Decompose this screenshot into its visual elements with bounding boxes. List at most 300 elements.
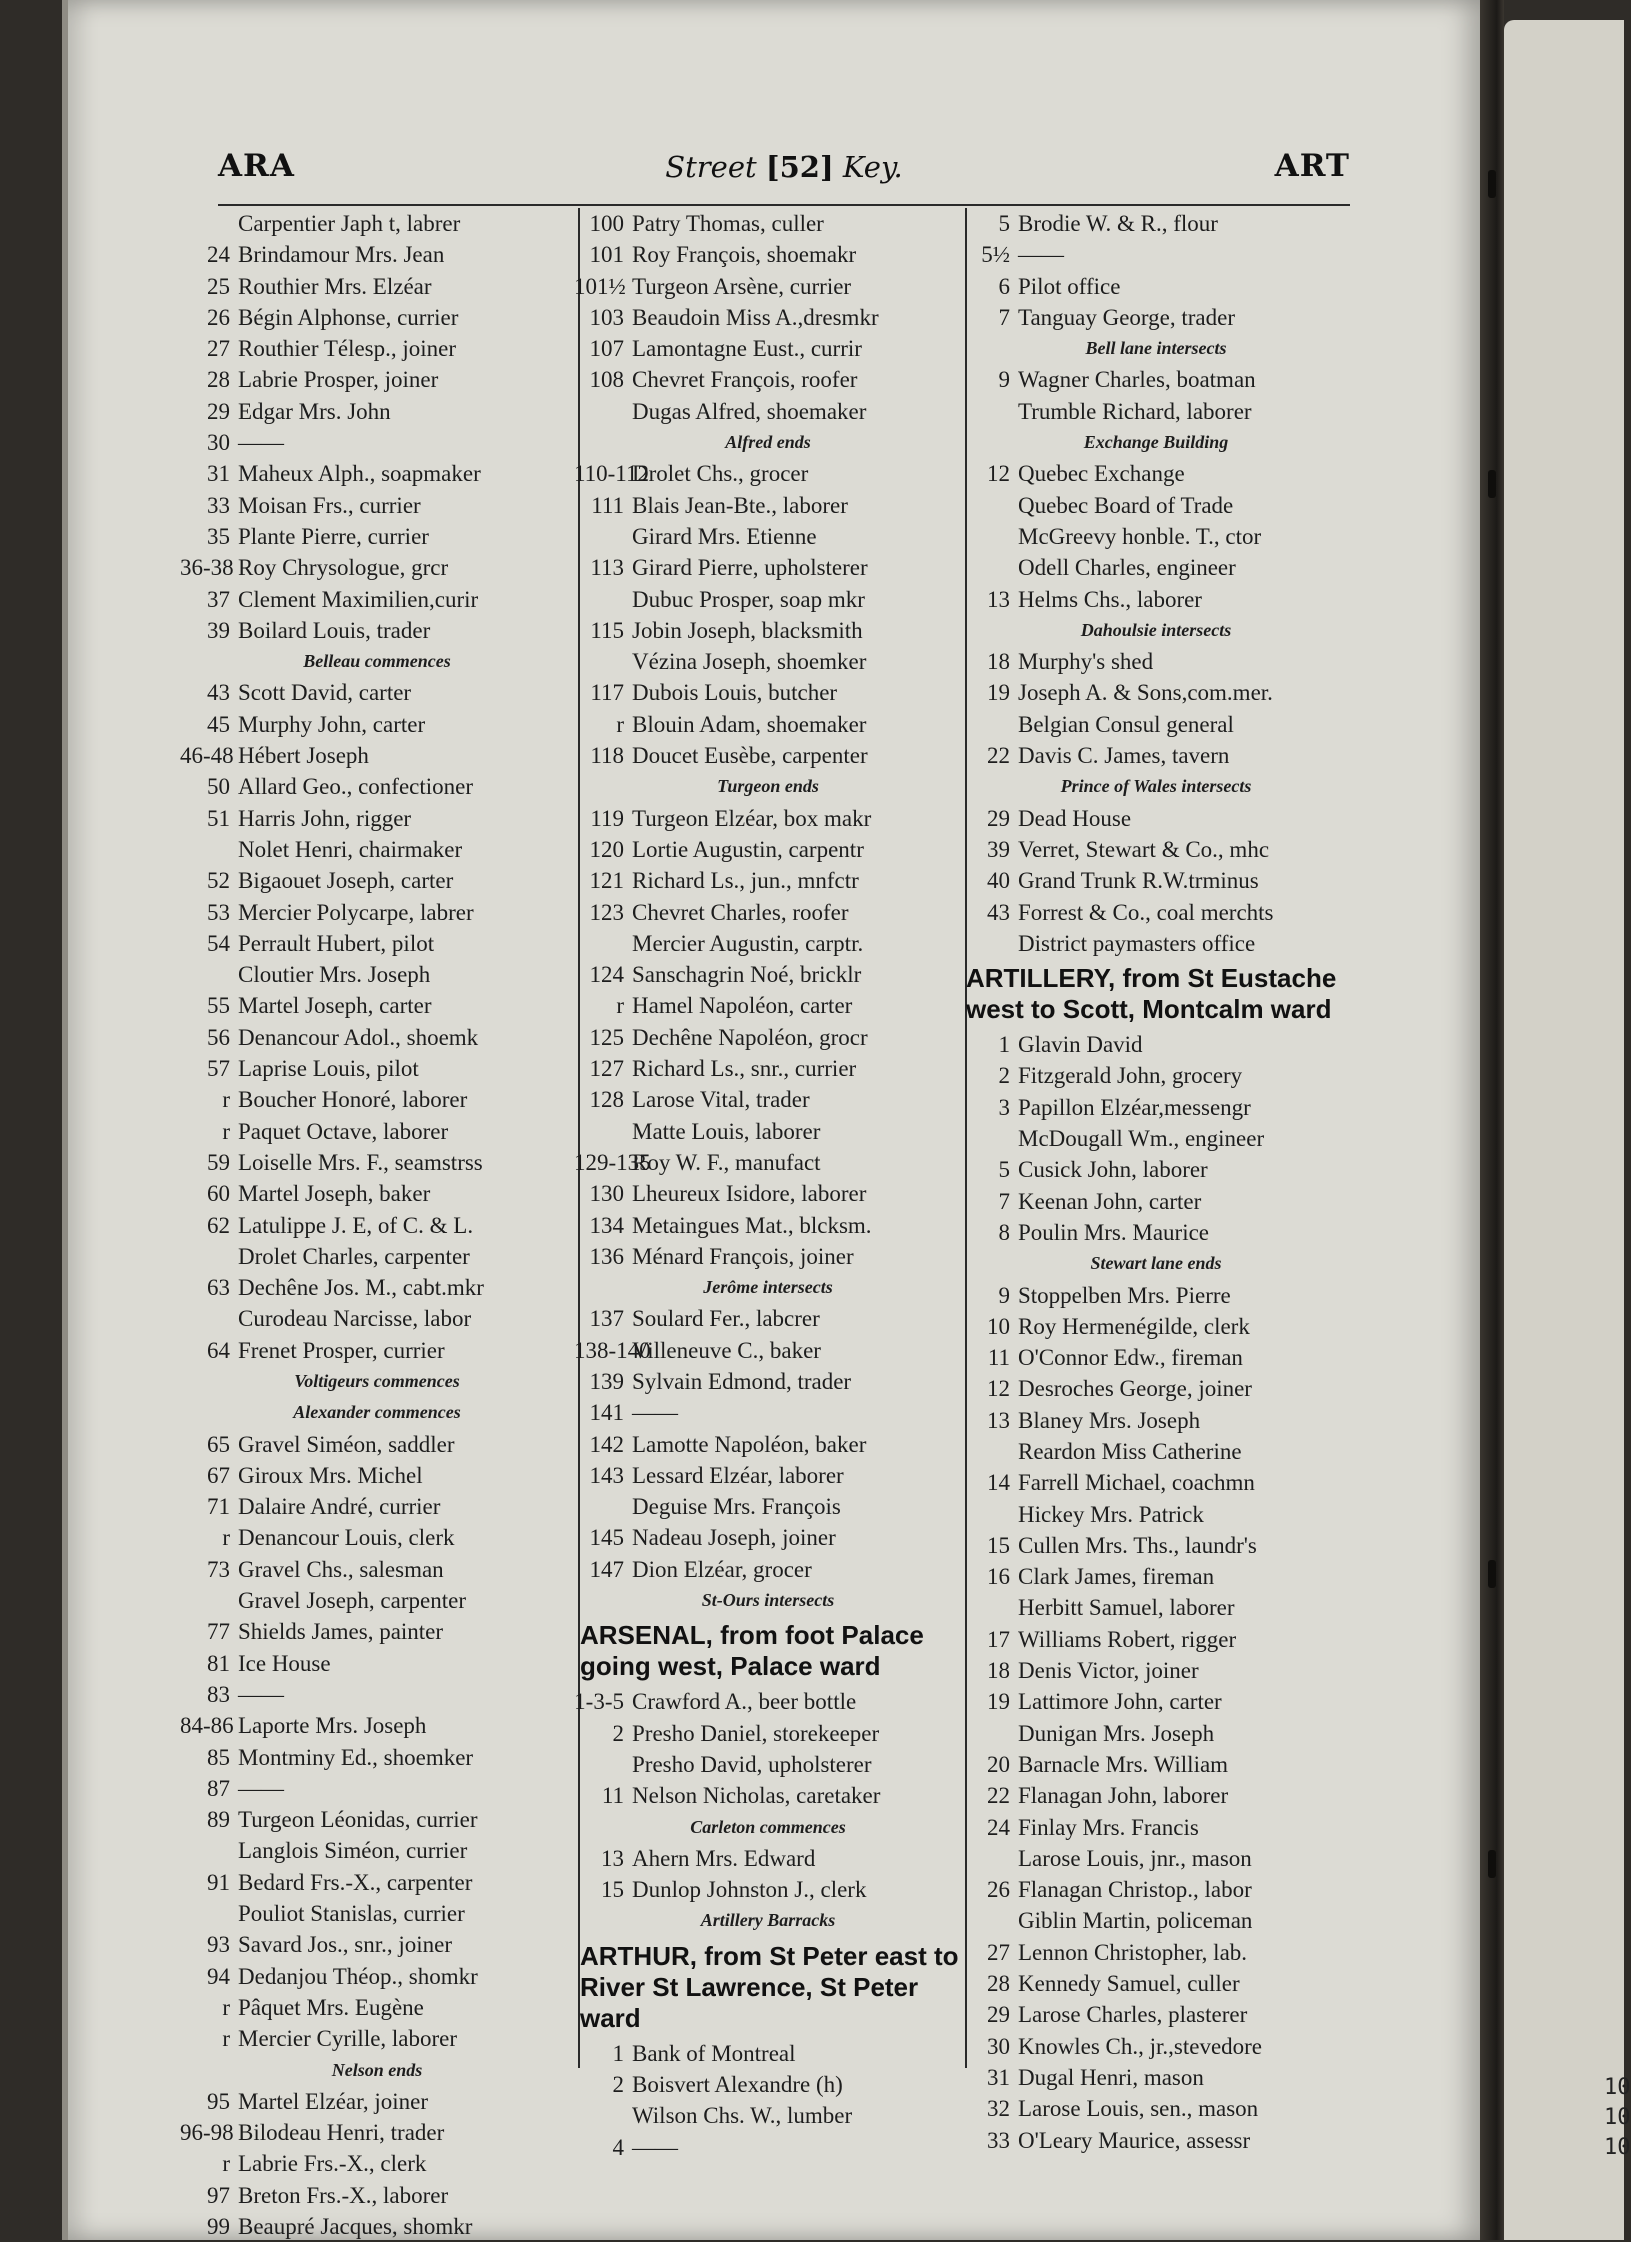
directory-entry bbox=[180, 1303, 574, 1334]
resident-name: Davis C. James, tavern bbox=[1018, 743, 1230, 769]
directory-entry bbox=[960, 1812, 1352, 1843]
directory-entry bbox=[180, 1147, 574, 1178]
directory-entry bbox=[180, 803, 574, 834]
resident-name: Crawford A., beer bottle bbox=[632, 1689, 857, 1715]
street-number: 22 bbox=[987, 743, 1010, 769]
resident-name: Mercier Cyrille, laborer bbox=[238, 2026, 458, 2052]
directory-entry bbox=[180, 1554, 574, 1585]
directory-entry bbox=[574, 1022, 962, 1053]
street-number: 71 bbox=[207, 1494, 230, 1520]
directory-entry bbox=[180, 990, 574, 1021]
directory-entry bbox=[180, 1804, 574, 1835]
directory-entry bbox=[180, 584, 574, 615]
street-number: 64 bbox=[207, 1337, 230, 1363]
street-number: 93 bbox=[207, 1932, 230, 1958]
directory-entry bbox=[574, 709, 962, 740]
street-number: 28 bbox=[207, 367, 230, 393]
directory-entry bbox=[574, 959, 962, 990]
street-number: 99 bbox=[207, 2214, 230, 2239]
resident-name: Jobin Joseph, blacksmith bbox=[632, 617, 863, 643]
street-number: 53 bbox=[207, 899, 230, 925]
directory-entry bbox=[960, 1749, 1352, 1780]
resident-name: Mercier Augustin, carptr. bbox=[632, 930, 864, 956]
resident-name: Papillon Elzéar,messengr bbox=[1018, 1094, 1251, 1120]
directory-entry bbox=[960, 1029, 1352, 1060]
directory-entry bbox=[180, 364, 574, 395]
directory-entry bbox=[180, 271, 574, 302]
directory-entry bbox=[180, 1178, 574, 1209]
directory-entry bbox=[180, 1522, 574, 1553]
resident-name: Lamontagne Eust., currir bbox=[632, 336, 862, 362]
header-left-guide: ARA bbox=[218, 148, 295, 184]
street-number: 142 bbox=[589, 1431, 624, 1457]
street-number: 29 bbox=[207, 398, 230, 424]
directory-entry bbox=[180, 1022, 574, 1053]
directory-entry bbox=[960, 1937, 1352, 1968]
resident-name: Gravel Chs., salesman bbox=[238, 1556, 444, 1582]
directory-entry bbox=[180, 490, 574, 521]
directory-entry bbox=[180, 1835, 574, 1866]
street-number: 3 bbox=[998, 1094, 1010, 1120]
resident-name: O'Leary Maurice, assessr bbox=[1018, 2127, 1251, 2153]
street-number: 139 bbox=[589, 1368, 624, 1394]
resident-name: Joseph A. & Sons,com.mer. bbox=[1018, 680, 1273, 706]
resident-name: Lattimore John, carter bbox=[1018, 1689, 1222, 1715]
directory-entry bbox=[960, 1780, 1352, 1811]
street-number: 33 bbox=[207, 492, 230, 518]
directory-entry bbox=[180, 615, 574, 646]
directory-entry bbox=[960, 740, 1352, 771]
cross-street-note: Stewart lane ends bbox=[1090, 1253, 1222, 1274]
directory-entry bbox=[180, 677, 574, 708]
street-number: 26 bbox=[207, 304, 230, 330]
directory-entry bbox=[180, 1992, 574, 2023]
directory-entry bbox=[960, 396, 1352, 427]
resident-name: Roy François, shoemakr bbox=[632, 242, 857, 268]
resident-name: Brodie W. & R., flour bbox=[1018, 211, 1218, 236]
street-number: 110-112 bbox=[574, 461, 649, 487]
directory-entry bbox=[574, 1749, 962, 1780]
resident-name: Martel Joseph, baker bbox=[238, 1181, 431, 1207]
resident-name: Nolet Henri, chairmaker bbox=[238, 836, 463, 862]
resident-name: Cullen Mrs. Ths., laundr's bbox=[1018, 1532, 1257, 1558]
resident-name: —— bbox=[632, 1400, 678, 1426]
resident-name: Pâquet Mrs. Eugène bbox=[238, 1994, 424, 2020]
directory-entry bbox=[180, 1116, 574, 1147]
resident-name: Savard Jos., snr., joiner bbox=[238, 1932, 453, 1958]
directory-entry bbox=[180, 2086, 574, 2117]
cross-street-note: Alexander commences bbox=[293, 1402, 461, 1423]
street-number: 115 bbox=[590, 617, 624, 643]
resident-name: Glavin David bbox=[1018, 1032, 1143, 1058]
street-number: 43 bbox=[207, 680, 230, 706]
resident-name: Blaney Mrs. Joseph bbox=[1018, 1407, 1201, 1433]
resident-name: Metaingues Mat., blcksm. bbox=[632, 1212, 872, 1238]
resident-name: Brindamour Mrs. Jean bbox=[238, 242, 445, 268]
resident-name: —— bbox=[1018, 242, 1064, 268]
resident-name: Paquet Octave, laborer bbox=[238, 1118, 449, 1144]
cross-street-note: St-Ours intersects bbox=[701, 1590, 835, 1611]
street-number: 65 bbox=[207, 1431, 230, 1457]
adjacent-page-edge bbox=[1504, 20, 1624, 2240]
street-number: r bbox=[222, 1118, 230, 1144]
resident-name: Girard Mrs. Etienne bbox=[632, 523, 817, 549]
street-number: r bbox=[222, 1525, 230, 1551]
street-number: 111 bbox=[591, 492, 624, 518]
directory-entry bbox=[180, 897, 574, 928]
resident-name: Reardon Miss Catherine bbox=[1018, 1438, 1242, 1464]
resident-name: McDougall Wm., engineer bbox=[1018, 1126, 1265, 1152]
directory-entry bbox=[960, 865, 1352, 896]
edge-fragment: 10 bbox=[1604, 2075, 1631, 2100]
directory-entry bbox=[180, 771, 574, 802]
header-key-word: Key. bbox=[842, 150, 903, 184]
resident-name: Dead House bbox=[1018, 805, 1132, 831]
street-number: 19 bbox=[987, 680, 1010, 706]
resident-name: Blais Jean-Bte., laborer bbox=[632, 492, 848, 518]
street-number: 20 bbox=[987, 1751, 1010, 1777]
resident-name: Chevret François, roofer bbox=[632, 367, 858, 393]
street-number: 96-98 bbox=[180, 2120, 234, 2146]
directory-entry bbox=[180, 1867, 574, 1898]
directory-entry bbox=[180, 2148, 574, 2179]
directory-entry bbox=[180, 2117, 574, 2148]
resident-name: Flanagan John, laborer bbox=[1018, 1783, 1229, 1809]
directory-entry bbox=[180, 1710, 574, 1741]
resident-name: Nelson Nicholas, caretaker bbox=[632, 1783, 881, 1809]
resident-name: Presho David, upholsterer bbox=[632, 1751, 872, 1777]
directory-entry bbox=[960, 1280, 1352, 1311]
resident-name: Cusick John, laborer bbox=[1018, 1157, 1208, 1183]
directory-column-2 bbox=[574, 208, 962, 2163]
resident-name: Curodeau Narcisse, labor bbox=[238, 1306, 472, 1332]
street-number: 27 bbox=[207, 336, 230, 362]
directory-entry bbox=[180, 239, 574, 270]
directory-entry bbox=[960, 239, 1352, 270]
resident-name: Beaupré Jacques, shomkr bbox=[238, 2214, 473, 2239]
resident-name: Villeneuve C., baker bbox=[632, 1337, 821, 1363]
street-number: 77 bbox=[207, 1619, 230, 1645]
directory-entry bbox=[574, 1366, 962, 1397]
street-heading: ARTHUR, from St Peter east to River St Lawrence, St Peter ward bbox=[580, 1940, 959, 2033]
directory-entry bbox=[960, 1311, 1352, 1342]
street-number: 24 bbox=[987, 1814, 1010, 1840]
resident-name: Langlois Siméon, currier bbox=[238, 1838, 468, 1864]
street-number: 101 bbox=[589, 242, 624, 268]
directory-entry bbox=[180, 458, 574, 489]
resident-name: Knowles Ch., jr.,stevedore bbox=[1018, 2033, 1263, 2059]
resident-name: Dion Elzéar, grocer bbox=[632, 1556, 812, 1582]
directory-entry bbox=[574, 677, 962, 708]
resident-name: Perrault Hubert, pilot bbox=[238, 930, 435, 956]
resident-name: Murphy's shed bbox=[1018, 649, 1154, 675]
street-number: 89 bbox=[207, 1807, 230, 1833]
street-number: 32 bbox=[987, 2096, 1010, 2122]
street-number: 5½ bbox=[981, 242, 1010, 268]
directory-entry bbox=[574, 552, 962, 583]
resident-name: Hébert Joseph bbox=[238, 743, 369, 769]
resident-name: Laprise Louis, pilot bbox=[238, 1056, 419, 1082]
directory-entry bbox=[180, 521, 574, 552]
directory-entry bbox=[574, 1780, 962, 1811]
directory-entry bbox=[574, 1053, 962, 1084]
resident-name: Dalaire André, currier bbox=[238, 1494, 441, 1520]
directory-entry bbox=[574, 928, 962, 959]
directory-entry bbox=[574, 2100, 962, 2131]
street-number: 128 bbox=[589, 1087, 624, 1113]
directory-entry bbox=[180, 709, 574, 740]
resident-name: Boucher Honoré, laborer bbox=[238, 1087, 468, 1113]
directory-entry bbox=[574, 584, 962, 615]
directory-entry bbox=[574, 2132, 962, 2163]
directory-entry bbox=[180, 1929, 574, 1960]
street-number: 45 bbox=[207, 711, 230, 737]
resident-name: Mercier Polycarpe, labrer bbox=[238, 899, 474, 925]
resident-name: Larose Charles, plasterer bbox=[1018, 2002, 1248, 2028]
directory-entry bbox=[180, 1648, 574, 1679]
directory-entry bbox=[960, 1592, 1352, 1623]
resident-name: Denancour Louis, clerk bbox=[238, 1525, 455, 1551]
street-number: 136 bbox=[589, 1243, 624, 1269]
resident-name: District paymasters office bbox=[1018, 930, 1256, 956]
directory-entry bbox=[180, 552, 574, 583]
resident-name: Routhier Mrs. Elzéar bbox=[238, 273, 432, 299]
resident-name: Kennedy Samuel, culler bbox=[1018, 1971, 1240, 1997]
street-number: 101½ bbox=[574, 273, 626, 299]
resident-name: Roy Chrysologue, grcr bbox=[238, 555, 449, 581]
directory-entry bbox=[574, 1303, 962, 1334]
resident-name: Deguise Mrs. François bbox=[632, 1494, 841, 1520]
resident-name: Drolet Charles, carpenter bbox=[238, 1243, 470, 1269]
street-number: 9 bbox=[998, 367, 1010, 393]
resident-name: —— bbox=[632, 2134, 678, 2160]
street-number: 127 bbox=[589, 1056, 624, 1082]
directory-entry bbox=[574, 458, 962, 489]
cross-street-note: Turgeon ends bbox=[717, 776, 819, 797]
street-number: 5 bbox=[998, 211, 1010, 236]
street-number: 54 bbox=[207, 930, 230, 956]
directory-entry bbox=[574, 364, 962, 395]
directory-entry bbox=[180, 1210, 574, 1241]
directory-entry bbox=[960, 552, 1352, 583]
resident-name: Doucet Eusèbe, carpenter bbox=[632, 743, 868, 769]
directory-entry bbox=[180, 1585, 574, 1616]
resident-name: Roy W. F., manufact bbox=[632, 1149, 821, 1175]
directory-entry bbox=[960, 302, 1352, 333]
resident-name: Pouliot Stanislas, currier bbox=[238, 1901, 465, 1927]
cross-street-note: Jerôme intersects bbox=[703, 1277, 833, 1298]
directory-entry bbox=[574, 208, 962, 239]
directory-entry bbox=[960, 1436, 1352, 1467]
street-number: 4 bbox=[612, 2134, 624, 2160]
street-number: 67 bbox=[207, 1462, 230, 1488]
street-number: 103 bbox=[589, 304, 624, 330]
directory-entry bbox=[574, 302, 962, 333]
street-number: 143 bbox=[589, 1462, 624, 1488]
directory-entry bbox=[574, 1718, 962, 1749]
directory-entry bbox=[960, 2062, 1352, 2093]
resident-name: Pilot office bbox=[1018, 273, 1121, 299]
directory-entry bbox=[960, 1467, 1352, 1498]
directory-entry bbox=[960, 897, 1352, 928]
directory-entry bbox=[574, 615, 962, 646]
resident-name: Grand Trunk R.W.trminus bbox=[1018, 868, 1259, 894]
resident-name: Dugas Alfred, shoemaker bbox=[632, 398, 867, 424]
resident-name: Richard Ls., snr., currier bbox=[632, 1056, 857, 1082]
street-number: 85 bbox=[207, 1744, 230, 1770]
street-number: 13 bbox=[987, 586, 1010, 612]
street-number: 15 bbox=[601, 1877, 624, 1903]
resident-name: Breton Frs.-X., laborer bbox=[238, 2182, 449, 2208]
resident-name: Ice House bbox=[238, 1650, 331, 1676]
street-number: 55 bbox=[207, 993, 230, 1019]
directory-entry bbox=[180, 396, 574, 427]
cross-street-note: Nelson ends bbox=[331, 2059, 423, 2080]
directory-entry bbox=[180, 333, 574, 364]
directory-entry bbox=[574, 740, 962, 771]
resident-name: Hickey Mrs. Patrick bbox=[1018, 1501, 1204, 1527]
street-number: 7 bbox=[998, 1188, 1010, 1214]
street-number: 46-48 bbox=[180, 743, 234, 769]
directory-entry bbox=[960, 646, 1352, 677]
street-number: 129-135 bbox=[574, 1149, 651, 1175]
directory-entry bbox=[960, 1123, 1352, 1154]
resident-name: Bigaouet Joseph, carter bbox=[238, 868, 454, 894]
resident-name: Beaudoin Miss A.,dresmkr bbox=[632, 304, 879, 330]
resident-name: Larose Louis, jnr., mason bbox=[1018, 1845, 1252, 1871]
directory-entry bbox=[180, 2211, 574, 2242]
resident-name: Allard Geo., confectioner bbox=[238, 774, 474, 800]
resident-name: Fitzgerald John, grocery bbox=[1018, 1063, 1243, 1089]
resident-name: Turgeon Léonidas, currier bbox=[238, 1807, 478, 1833]
street-number: 120 bbox=[589, 836, 624, 862]
directory-entry bbox=[960, 458, 1352, 489]
directory-entry bbox=[574, 333, 962, 364]
street-number: 87 bbox=[207, 1775, 230, 1801]
resident-name: Bégin Alphonse, currier bbox=[238, 304, 459, 330]
street-number: 94 bbox=[207, 1963, 230, 1989]
directory-entry bbox=[960, 834, 1352, 865]
street-number: 39 bbox=[207, 617, 230, 643]
resident-name: Verret, Stewart & Co., mhc bbox=[1018, 836, 1270, 862]
resident-name: Moisan Frs., currier bbox=[238, 492, 421, 518]
street-number: 8 bbox=[998, 1219, 1010, 1245]
street-number: 29 bbox=[987, 2002, 1010, 2028]
street-number: 95 bbox=[207, 2088, 230, 2114]
resident-name: Barnacle Mrs. William bbox=[1018, 1751, 1229, 1777]
resident-name: Shields James, painter bbox=[238, 1619, 444, 1645]
resident-name: Boilard Louis, trader bbox=[238, 617, 431, 643]
street-number: 117 bbox=[590, 680, 624, 706]
cross-street-note: Bell lane intersects bbox=[1085, 338, 1227, 359]
binding-stitch bbox=[1488, 170, 1496, 198]
header-right-guide: ART bbox=[1274, 148, 1350, 184]
resident-name: Harris John, rigger bbox=[238, 805, 412, 831]
street-number: 91 bbox=[207, 1869, 230, 1895]
directory-entry bbox=[960, 208, 1352, 239]
resident-name: Turgeon Arsène, currier bbox=[632, 273, 852, 299]
directory-entry bbox=[180, 1679, 574, 1710]
directory-entry bbox=[574, 1335, 962, 1366]
header-street-word: Street bbox=[665, 150, 757, 184]
street-number: 35 bbox=[207, 523, 230, 549]
directory-entry bbox=[574, 1116, 962, 1147]
street-number: 11 bbox=[987, 1345, 1010, 1371]
directory-entry bbox=[574, 803, 962, 834]
street-number: 97 bbox=[207, 2182, 230, 2208]
resident-name: Ménard François, joiner bbox=[632, 1243, 854, 1269]
street-number: 11 bbox=[601, 1783, 624, 1809]
directory-entry bbox=[574, 1429, 962, 1460]
directory-entry bbox=[574, 2069, 962, 2100]
resident-name: Latulippe J. E, of C. & L. bbox=[238, 1212, 474, 1238]
resident-name: Labrie Prosper, joiner bbox=[238, 367, 439, 393]
street-number: 37 bbox=[207, 586, 230, 612]
directory-entry bbox=[574, 1084, 962, 1115]
directory-entry bbox=[574, 1522, 962, 1553]
street-number: r bbox=[222, 2151, 230, 2177]
street-number: 9 bbox=[998, 1282, 1010, 1308]
resident-name: Wilson Chs. W., lumber bbox=[632, 2103, 853, 2129]
directory-entry bbox=[960, 1624, 1352, 1655]
directory-entry bbox=[960, 1561, 1352, 1592]
street-number: 18 bbox=[987, 1658, 1010, 1684]
street-number: 19 bbox=[987, 1689, 1010, 1715]
directory-entry bbox=[180, 1460, 574, 1491]
resident-name: Helms Chs., laborer bbox=[1018, 586, 1202, 612]
street-number: 125 bbox=[589, 1024, 624, 1050]
directory-entry bbox=[574, 865, 962, 896]
directory-entry bbox=[960, 1342, 1352, 1373]
street-number: 28 bbox=[987, 1971, 1010, 1997]
resident-name: Sylvain Edmond, trader bbox=[632, 1368, 852, 1394]
cross-street-note: Dahoulsie intersects bbox=[1080, 619, 1232, 640]
directory-entry bbox=[574, 1147, 962, 1178]
directory-entry bbox=[960, 2125, 1352, 2156]
street-number: 2 bbox=[998, 1063, 1010, 1089]
resident-name: Drolet Chs., grocer bbox=[632, 461, 809, 487]
street-number: 73 bbox=[207, 1556, 230, 1582]
street-number: 59 bbox=[207, 1149, 230, 1175]
street-number: 6 bbox=[998, 273, 1010, 299]
resident-name: Lamotte Napoléon, baker bbox=[632, 1431, 867, 1457]
directory-entry bbox=[960, 1530, 1352, 1561]
resident-name: Martel Joseph, carter bbox=[238, 993, 432, 1019]
cross-street-note: Artillery Barracks bbox=[700, 1910, 836, 1931]
directory-entry bbox=[180, 1429, 574, 1460]
street-number: 14 bbox=[987, 1470, 1010, 1496]
street-number: 134 bbox=[589, 1212, 624, 1238]
street-number: 12 bbox=[987, 461, 1010, 487]
resident-name: Denancour Adol., shoemk bbox=[238, 1024, 479, 1050]
street-number: 50 bbox=[207, 774, 230, 800]
directory-entry bbox=[960, 364, 1352, 395]
directory-entry bbox=[960, 1905, 1352, 1936]
resident-name: Sanschagrin Noé, bricklr bbox=[632, 962, 862, 988]
resident-name: Loiselle Mrs. F., seamstrss bbox=[238, 1149, 483, 1175]
cross-street-note: Exchange Building bbox=[1083, 432, 1229, 453]
directory-entry bbox=[960, 1186, 1352, 1217]
street-number: 56 bbox=[207, 1024, 230, 1050]
resident-name: Gravel Siméon, saddler bbox=[238, 1431, 455, 1457]
resident-name: Vézina Joseph, shoemker bbox=[632, 649, 867, 675]
directory-entry bbox=[960, 1092, 1352, 1123]
directory-entry bbox=[960, 490, 1352, 521]
binding-stitch bbox=[1488, 1560, 1496, 1588]
directory-entry bbox=[960, 1686, 1352, 1717]
directory-entry bbox=[180, 834, 574, 865]
resident-name: Wagner Charles, boatman bbox=[1018, 367, 1256, 393]
